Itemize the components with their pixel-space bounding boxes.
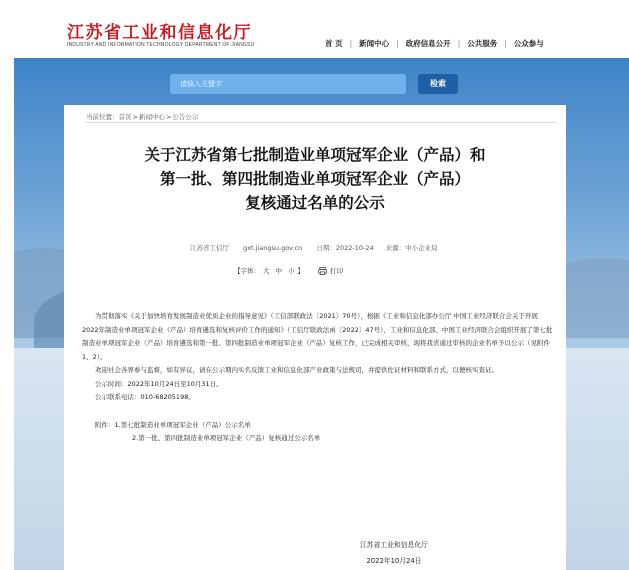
font-size-label: 【字体： — [234, 267, 260, 275]
article-paragraph: 为贯彻落实《关于加快培育发展制造业优质企业的指导意见》（工信部联政法〔2021〕70号），根据《工业和信息化部办公厅 中国工业经济联合会关于开展2022年制造业单项冠军企业（产品）培育遴选和复核评价工作的通知》（工信厅联政法函〔2022〕47号），工业和信息化部、中国工业经济联合会组织开展了第七批制造业单项冠军企业（产品）培育遴选和第一批、第四批制造业单项冠军企业（产品）复核工作，已完成相关审核，现将我省通过审核的企业名单予以公示（见附件1、2）。 — [82, 312, 553, 361]
article-paragraph: 欢迎社会各界参与监督，如有异议，请在公示期内实名反馈工业和信息化部产业政策与法规司，并提供佐证材料和联系方式，以便核实查证。 — [95, 366, 498, 374]
article-title — [64, 143, 566, 215]
signature — [360, 537, 428, 569]
font-size-large[interactable]: 大 — [263, 267, 270, 275]
nav-public-service[interactable]: 公共服务 — [467, 39, 498, 48]
site-title[interactable]: 江苏省工业和信息化厅 — [67, 23, 252, 43]
print-label: 打印 — [330, 267, 343, 275]
site-subtitle: INDUSTRY AND INFORMATION TECHNOLOGY DEPARTMENT OF JIANGSU — [67, 42, 255, 48]
attachment-line — [82, 432, 554, 446]
breadcrumb-divider — [86, 122, 556, 123]
breadcrumb-home[interactable]: 首页 — [118, 113, 132, 121]
font-size-small[interactable]: 小 — [288, 267, 295, 275]
article-meta — [190, 243, 450, 252]
breadcrumb-separator: > — [132, 113, 138, 121]
nav-public-participation[interactable]: 公众参与 — [513, 39, 544, 48]
print-button[interactable] — [318, 266, 343, 275]
breadcrumb — [86, 112, 198, 121]
printer-icon — [318, 267, 327, 275]
attachment-link-1[interactable]: 1.第七批制造业单项冠军企业（产品）公示名单 — [114, 420, 251, 429]
font-size-medium[interactable]: 中 — [275, 267, 282, 275]
article-panel — [64, 105, 566, 570]
title-line: 复核通过名单的公示 — [245, 194, 385, 212]
signature-date: 2022年10月24日 — [366, 557, 422, 565]
meta-date: 日期：2022-10-24 — [316, 244, 374, 252]
search-button[interactable]: 检索 — [418, 74, 458, 94]
nav-separator: | — [457, 39, 461, 48]
main-nav — [325, 38, 544, 49]
signature-org: 江苏省工业和信息化厅 — [360, 541, 428, 549]
attachment-link-2[interactable]: 2.第一批、第四批制造业单项冠军企业（产品）复核通过公示名单 — [132, 434, 321, 442]
breadcrumb-separator: > — [165, 113, 172, 121]
contact-phone: 公示联系电话：010-68205198。 — [95, 393, 195, 401]
title-line: 关于江苏省第七批制造业单项冠军企业（产品）和 — [144, 146, 486, 164]
breadcrumb-news[interactable]: 新闻中心 — [138, 113, 165, 121]
attachments — [82, 419, 554, 446]
nav-separator: | — [349, 39, 353, 48]
article-body — [82, 310, 554, 446]
title-line: 第一批、第四批制造业单项冠军企业（产品） — [159, 170, 470, 188]
breadcrumb-prefix: 当前位置： — [86, 113, 119, 121]
meta-site: gxt.jiangsu.gov.cn — [243, 244, 303, 252]
meta-origin: 来源：中小企业局 — [385, 244, 438, 252]
font-size-controls — [234, 266, 343, 275]
nav-gov-info[interactable]: 政府信息公开 — [405, 39, 451, 48]
publicity-period: 公示时间：2022年10月24日至10月31日。 — [95, 379, 223, 388]
attachments-label: 附件： — [95, 420, 115, 429]
nav-home[interactable]: 首 页 — [325, 39, 343, 48]
nav-separator: | — [396, 39, 399, 48]
breadcrumb-notices[interactable]: 公告公示 — [172, 113, 199, 121]
search-input[interactable]: 请输入关键字 — [170, 74, 406, 94]
nav-separator: | — [504, 39, 507, 48]
nav-news[interactable]: 新闻中心 — [359, 39, 390, 48]
site-header — [0, 0, 629, 58]
meta-source: 江苏省工信厅 — [190, 244, 229, 252]
font-size-end: 】 — [297, 267, 304, 275]
attachment-line — [82, 419, 554, 433]
